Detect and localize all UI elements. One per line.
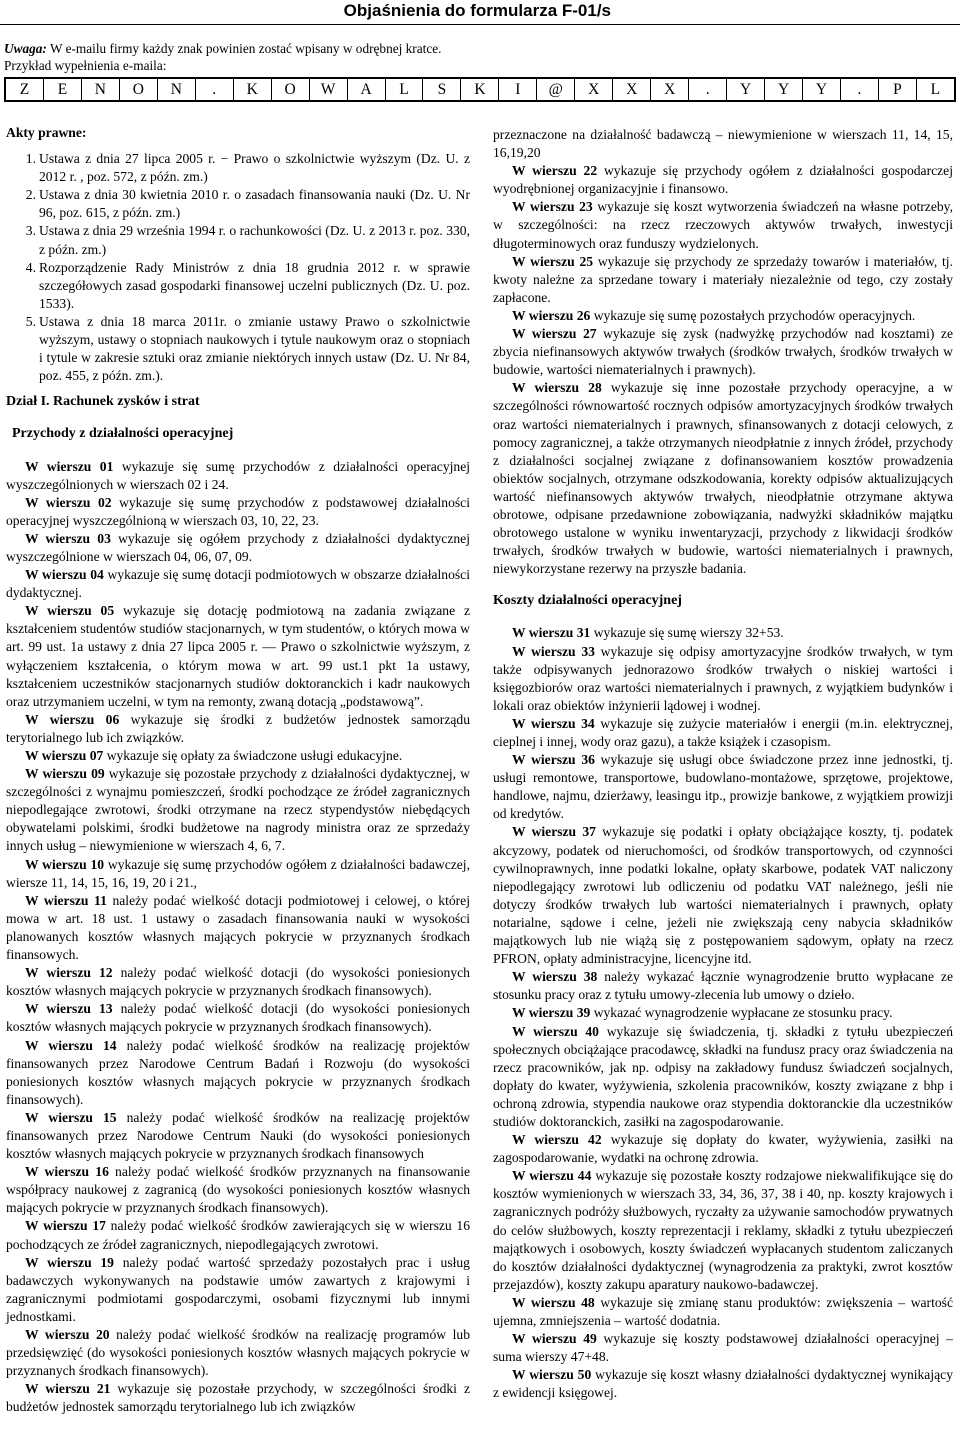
row-description: wykazuje się pozostałe przychody, w szczególności środki z budżetów jednostek samorządu terytorialnego lub ich związków: [6, 1381, 470, 1415]
row-description: wykazuje się sumę dotacji podmiotowych w obszarze działalności dydaktycznej.: [6, 567, 470, 601]
right-column: [493, 126, 953, 1402]
row-explanation: [493, 379, 953, 578]
legal-act-text: Ustawa z dnia 18 marca 2011r. o zmianie ustawy Prawo o szkolnictwie wyższym, ustawy o stopniach naukowych i tytule naukowym oraz o stopniach i tytule w zakresie sztuki oraz zmianie niektórych innych ustaw (Dz. U. Nr 84, poz. 455, z późn. zm.).: [39, 313, 470, 384]
row-description: wykazuje się usługi obce świadczone przez inne jednostki, tj. usługi remontowe, transportowe, budowlano-montażowe, sprzętowe, projektowe, handlowe, najmu, dzierżawy, leasingu itp., prowizje bankowe, z wyjątkiem prowizji od kredytów.: [493, 752, 953, 822]
email-char-cell: X: [613, 79, 650, 100]
row-description: należy podać wielkość dotacji (do wysokości poniesionych kosztów własnych mających pokrycie w przyznanych środkach finansowych).: [6, 965, 470, 999]
row-description: należy podać wartość sprzedaży pozostałych prac i usług badawczych wykonywanych na podstawie umów zawartych z krajowymi i zagranicznymi podmiotami gospodarczymi, osobami fizycznymi lub innymi jednostkami.: [6, 1254, 470, 1324]
row-description: należy podać wielkość dotacji podmiotowej i celowej, o której mowa w art. 18 ust. 1 ustawy o zasadach finansowania nauki w wysokości planowanych kosztów własnych mających pokrycie w przyznanych środkach finansowych.: [6, 892, 470, 963]
row-explanation: [493, 1004, 953, 1022]
email-char-cell: S: [423, 79, 460, 100]
row-description: wykazuje się przychody ze sprzedaży towarów i materiałów, tj. kwoty należne za sprzedane towary i materiały niezależnie od tego, czy zostały zapłacone.: [493, 253, 953, 305]
row-reference: W wierszu 10: [25, 856, 105, 872]
email-example-label: Przykład wypełnienia e-maila:: [4, 58, 167, 73]
row-explanation: [493, 162, 953, 198]
row-reference: W wierszu 11: [25, 892, 107, 908]
row-reference: W wierszu 40: [512, 1023, 599, 1039]
row-reference: W wierszu 34: [512, 715, 595, 731]
email-char-cell: Y: [803, 79, 840, 100]
row-explanation: [493, 1330, 953, 1366]
email-char-cell: .: [196, 79, 233, 100]
row-reference: W wierszu 25: [512, 253, 594, 269]
email-char-cell: N: [158, 79, 195, 100]
email-char-cell: E: [44, 79, 81, 100]
row-reference: W wierszu 50: [512, 1367, 592, 1383]
row-description: wykazuje się przychody ogółem z działalności gospodarczej wyodrębnionej organizacyjnie i finansowo.: [493, 163, 953, 197]
legal-act-item: [6, 222, 470, 258]
title-rule: [0, 24, 960, 25]
legal-act-item: [6, 186, 470, 222]
row-explanation: [493, 253, 953, 307]
email-char-cell: X: [651, 79, 688, 100]
row-reference: W wierszu 38: [512, 969, 598, 985]
row-description: należy wykazać łącznie wynagrodzenie brutto wypłacane ze stosunku pracy oraz z tytułu umowy-zlecenia lub umowy o dzieło.: [493, 969, 953, 1003]
email-char-cell: N: [82, 79, 119, 100]
row-reference: W wierszu 12: [25, 965, 113, 981]
legal-act-item: [6, 150, 470, 186]
legal-act-text: Rozporządzenie Rady Ministrów z dnia 18 grudnia 2012 r. w sprawie szczegółowych zasad gospodarki finansowej uczelni publicznych (Dz. U. poz. 1533).: [39, 259, 470, 311]
legal-act-item: [6, 313, 470, 385]
row-explanation: [6, 856, 470, 892]
row-explanation: [6, 747, 470, 765]
row-description: wykazuje się pozostałe przychody z działalności dydaktycznej, w szczególności z wynajmu pomieszczeń, środki pochodzące ze źródeł zagranicznych niepodlegające zwrotowi, środki otrzymane na rzecz stypendystów niebędących obywatelami polskimi, środki budżetowe na nagrody ministra oraz ze sprzedaży innych usług – niewymienione w wierszach 4, 6, 7.: [6, 766, 470, 854]
row-explanation: [6, 530, 470, 566]
email-char-cell: A: [348, 79, 385, 100]
row-reference: W wierszu 01: [25, 458, 114, 474]
left-paragraphs: [6, 458, 470, 1417]
row-explanation: [493, 1131, 953, 1167]
legal-heading: Akty prawne:: [6, 125, 87, 140]
row-description: wykazuje się świadczenia, tj. składki z tytułu ubezpieczeń społecznych obciążające pracodawcę, składki na fundusz pracy oraz świadczenia na rzecz pracowników, jak np. odpisy na zakładowy fundusz świadczeń socjalnych, dopłaty do kwater, wyżywienia, szkolenia pracowników, koszty związane z bhp i ochroną zdrowia, stypendia naukowe oraz stypendia doktoranckie dla uczestników studiów doktoranckich, zasiłki na zagospodarowanie.: [493, 1023, 953, 1129]
email-example-grid: [4, 77, 956, 102]
row-explanation: [493, 968, 953, 1004]
row-reference: W wierszu 27: [512, 326, 597, 342]
row-reference: W wierszu 36: [512, 752, 595, 768]
row-description: wykazać wynagrodzenie wypłacane ze stosunku pracy.: [590, 1005, 893, 1021]
right-paragraphs-b: [493, 624, 953, 1402]
row-reference: W wierszu 31: [512, 625, 591, 641]
section-heading: Dział I. Rachunek zysków i strat: [6, 394, 200, 410]
row-explanation: [6, 458, 470, 494]
row-explanation: [6, 1254, 470, 1326]
row-explanation: [6, 765, 470, 855]
row-reference: W wierszu 14: [25, 1037, 117, 1053]
row-description: wykazuje się inne pozostałe przychody operacyjne, a w szczególności równowartość rocznych odpisów amortyzacyjnych środków trwałych oraz wartości niematerialnych i prawnych, sfinansowanych z dotacji celowych, z pomocy zagranicznej, a także otrzymanych nieodpłatnie z innych źródeł, przychody z działalności socjalnej związane z dofinansowaniem kosztów prowadzenia obiektów socjalnych, otrzymane odszkodowania, korekty odpisów aktualizujących wartość niefinansowych aktywów trwałych, nieodpłatnie otrzymane aktywa obrotowe, odpisane przedawnione zobowiązania, nadwyżki składników majątku obrotowego ustalone w wyniku inwentaryzacji, przychody z likwidacji środków trwałych, środków trwałych w budowie, wartości niematerialnych i prawnych, niewykorzystane rezerwy na przyszłe badania.: [493, 380, 953, 577]
row-explanation: [493, 1023, 953, 1132]
legal-act-text: Ustawa z dnia 29 września 1994 r. o rachunkowości (Dz. U. z 2013 r. poz. 330, z późn. zm.): [39, 223, 470, 257]
row-explanation: [6, 1037, 470, 1109]
row-description: wykazuje się sumę przychodów z działalności operacyjnej wyszczególnionych w wierszach 02 i 24.: [6, 458, 471, 492]
email-char-cell: L: [386, 79, 423, 100]
legal-acts-list: [6, 150, 470, 385]
row-explanation: [493, 643, 953, 715]
row-explanation: [493, 1366, 953, 1402]
row-reference: W wierszu 37: [512, 824, 596, 840]
row-description: wykazuje się sumę pozostałych przychodów operacyjnych.: [590, 307, 916, 323]
row-description: wykazuje się sumę przychodów z podstawowej działalności operacyjnej wyszczególnioną w wierszach 03, 10, 22, 23.: [6, 494, 470, 528]
revenue-subheading: Przychody z działalności operacyjnej: [12, 426, 234, 442]
legal-act-number: 3.: [25, 223, 36, 239]
row-reference: W wierszu 15: [25, 1109, 117, 1125]
row-reference: W wierszu 04: [25, 567, 104, 583]
costs-heading: Koszty działalności operacyjnej: [493, 593, 682, 609]
row-reference: W wierszu 22: [512, 163, 598, 179]
row-description: wykazuje się odpisy amortyzacyjne środków trwałych, w tym także odpisywanych jednorazowo środków trwałych o niskiej wartości i księgozbiorów oraz wartości niematerialnych i prawnych, z wyjątkiem budynków i lokali oraz obiektów inżynierii lądowej i wodnej.: [493, 643, 953, 713]
warning-label: Uwaga:: [4, 41, 47, 56]
row-explanation: [6, 602, 470, 711]
warning-text: W e-mailu firmy każdy znak powinien zostać wpisany w odrębnej kratce.: [46, 41, 442, 56]
email-char-cell: .: [689, 79, 726, 100]
row-description: wykazuje się środki z budżetów jednostek samorządu terytorialnego lub ich związków.: [6, 711, 470, 745]
row-description: wykazuje się podatki i opłaty obciążające koszty, tj. podatek akcyzowy, podatek od nieruchomości, od środków transportowych, od czynności cywilnoprawnych, inne podatki lokalne, opłaty skarbowe, podatek VAT naliczony niepodlegający zwrotowi lub odliczeniu od podatku VAT należnego, jeśli nie dotyczy środków trwałych lub wartości niematerialnych i prawnych, opłaty notarialne, sądowe i celne, jeżeli nie zwiększają ceny nabycia składników majątkowych lub nie wiążą się z postępowaniem sądowym, opłaty na rzecz PFRON, opłaty administracyjne, licencyjne itd.: [493, 824, 953, 967]
email-char-cell: X: [575, 79, 612, 100]
row-description: wykazuje się zużycie materiałów i energii (m.in. elektrycznej, cieplnej i innej, wody oraz gazu), a także książek i czasopism.: [493, 715, 953, 749]
row-reference: W wierszu 23: [512, 199, 593, 215]
row-explanation: [493, 823, 953, 968]
continued-text: przeznaczone na działalność badawczą – niewymienione w wierszach 11, 14, 15, 16,19,20: [493, 127, 953, 161]
email-char-cell: K: [234, 79, 271, 100]
email-char-cell: @: [537, 79, 574, 100]
row-description: wykazuje się ogółem przychody z działalności dydaktycznej wyszczególnione w wierszach 04, 06, 07, 09.: [6, 530, 470, 564]
left-column: [6, 124, 470, 1416]
legal-act-item: [6, 259, 470, 313]
email-char-cell: L: [917, 79, 954, 100]
row-description: należy podać wielkość środków na realizację projektów finansowanych przez Narodowe Centrum Nauki (do wysokości poniesionych kosztów własnych mających pokrycie w przyznanych środkach finansowych: [6, 1109, 470, 1162]
row-explanation: [6, 1163, 470, 1217]
row-description: wykazuje się koszt wytworzenia świadczeń na własne potrzeby, w szczególności: na rzecz rzeczowych aktywów trwałych, inwestycji długoterminowych oraz funduszy wydzielonych.: [493, 199, 953, 251]
legal-act-text: Ustawa z dnia 27 lipca 2005 r. − Prawo o szkolnictwie wyższym (Dz. U. z 2012 r. , poz. 572, z późn. zm.): [39, 151, 470, 185]
row-description: należy podać wielkość środków zawierających się w wierszu 16 pochodzących ze źródeł zagranicznych, niepodlegających zwrotowi.: [6, 1218, 470, 1252]
row-reference: W wierszu 09: [25, 766, 105, 782]
row-reference: W wierszu 42: [512, 1132, 602, 1148]
email-char-cell: P: [879, 79, 916, 100]
legal-act-number: 4.: [25, 259, 36, 275]
email-char-cell: O: [272, 79, 309, 100]
row-reference: W wierszu 21: [25, 1381, 111, 1397]
row-reference: W wierszu 39: [512, 1005, 591, 1021]
row-reference: W wierszu 02: [25, 494, 112, 510]
row-explanation: [6, 711, 470, 747]
row-description: wykazuje się sumę wierszy 32+53.: [590, 625, 784, 641]
row-explanation: [493, 624, 953, 642]
email-char-cell: K: [461, 79, 498, 100]
email-char-cell: Z: [6, 79, 43, 100]
row-description: wykazuje się koszty podstawowej działalności operacyjnej – suma wierszy 47+48.: [493, 1331, 953, 1365]
row-explanation: [6, 1000, 470, 1036]
row-description: wykazuje się zysk (nadwyżkę przychodów nad kosztami) ze zbycia niefinansowych aktywów trwałych (środków trwałych, środków trwałych w budowie, wartości niematerialnych i prawnych).: [493, 326, 953, 378]
row-reference: W wierszu 28: [512, 380, 602, 396]
right-paragraphs-a: [493, 162, 953, 578]
row-explanation: [493, 715, 953, 751]
row-explanation: [6, 892, 470, 964]
row-explanation: [6, 964, 470, 1000]
row-explanation: [6, 1380, 470, 1416]
email-char-cell: .: [841, 79, 878, 100]
row-reference: W wierszu 48: [512, 1294, 595, 1310]
row-explanation: [493, 307, 953, 325]
row-explanation: [493, 751, 953, 823]
row-reference: W wierszu 33: [512, 643, 595, 659]
row-explanation: [493, 1167, 953, 1294]
legal-act-text: Ustawa z dnia 30 kwietnia 2010 r. o zasadach finansowania nauki (Dz. U. Nr 96, poz. 615, z późn. zm.): [39, 187, 470, 221]
row-description: wykazuje się dotację podmiotową na zadania związane z kształceniem studentów studiów stacjonarnych, w tym studentów, o których mowa w art. 99 ust. 1a ustawy z dnia 27 lipca 2005 r. — Prawo o szkolnictwie wyższym, z wyłączeniem kształcenia, o którym mowa w art. 99 ust.1 pkt 1a ustawy, kształceniem uczestników stacjonarnych studiów doktoranckich i kadr naukowych oraz utrzymaniem uczelni, w tym na remonty, zwaną dotacją „podstawową”.: [6, 603, 470, 709]
email-char-cell: W: [310, 79, 347, 100]
email-char-cell: Y: [727, 79, 764, 100]
row-explanation: [6, 1326, 470, 1380]
row-reference: W wierszu 44: [512, 1168, 592, 1184]
warning-note: [4, 40, 954, 74]
row-reference: W wierszu 16: [25, 1164, 109, 1180]
row-reference: W wierszu 49: [512, 1331, 597, 1347]
row-explanation: [6, 1217, 470, 1253]
row-description: wykazuje się koszt własny działalności dydaktycznej wynikający z ewidencji księgowej.: [493, 1367, 953, 1401]
row-reference: W wierszu 06: [25, 711, 120, 727]
legal-act-number: 1.: [25, 151, 36, 167]
row-description: należy podać wielkość środków na realizację programów lub przedsięwzięć (do wysokości poniesionych kosztów własnych mających pokrycie w przyznanych środkach finansowych).: [6, 1327, 470, 1379]
row-explanation: [6, 494, 470, 530]
row-reference: W wierszu 20: [25, 1327, 110, 1342]
row-reference: W wierszu 03: [25, 530, 111, 546]
row-description: należy podać wielkość dotacji (do wysokości poniesionych kosztów własnych mających pokrycie w przyznanych środkach finansowych).: [6, 1001, 470, 1035]
row-explanation: [493, 1294, 953, 1330]
row-reference: W wierszu 19: [25, 1254, 114, 1270]
row-explanation: [493, 198, 953, 252]
row-reference: W wierszu 17: [25, 1218, 106, 1234]
row-explanation: [6, 566, 470, 602]
legal-act-number: 5.: [25, 313, 36, 329]
row-description: wykazuje się sumę przychodów ogółem z działalności badawczej, wiersze 11, 14, 15, 16, 19, 20 i 21.,: [6, 856, 470, 890]
row-reference: W wierszu 07: [25, 748, 104, 763]
row-explanation: [493, 325, 953, 379]
page-title: Objaśnienia do formularza F-01/s: [343, 1, 611, 20]
row-explanation: [6, 1109, 470, 1163]
email-char-cell: O: [120, 79, 157, 100]
row-description: wykazuje się opłaty za świadczone usługi edukacyjne.: [103, 748, 403, 763]
email-char-cell: Y: [765, 79, 802, 100]
row-description: wykazuje się dopłaty do kwater, wyżywienia, zasiłki na zagospodarowanie, wydatki na ochronę zdrowia.: [493, 1132, 953, 1166]
email-char-cell: I: [499, 79, 536, 100]
row-description: należy podać wielkość środków przyznanych na finansowanie współpracy naukowej z zagranicą (do wysokości poniesionych kosztów własnych mających pokrycie w przyznanych środkach finansowych).: [6, 1164, 471, 1216]
row-description: wykazuje się pozostałe koszty rodzajowe niekwalifikujące się do kosztów wymienionych w wierszach 33, 34, 36, 37, 38 i 40, np. koszty krajowych i zagranicznych podróży służbowych, ryczałty za używanie samochodów prywatnych do celów służbowych, koszty reprezentacji i reklamy, składki z tytułu ubezpieczeń majątkowych i osobowych, koszty świadczeń wypłacanych studentom zaliczanych do kosztów działalności dydaktycznej (wynagrodzenia za praktyki, zwrot kosztów przejazdów), koszty zakupu aparatury naukowo-badawczej.: [493, 1168, 953, 1292]
row-reference: W wierszu 26: [512, 307, 591, 323]
row-reference: W wierszu 13: [25, 1001, 113, 1017]
legal-act-number: 2.: [25, 187, 36, 203]
row-description: wykazuje się zmianę stanu produktów: zwiększenia – wartość ujemna, zmniejszenia – wartość dodatnia.: [493, 1294, 953, 1328]
row-description: należy podać wielkość środków na realizację projektów finansowanych przez Narodowe Centrum Badań i Rozwoju (do wysokości poniesionych kosztów własnych mających pokrycie w przyznanych środkach finansowych).: [6, 1037, 470, 1107]
row-reference: W wierszu 05: [25, 603, 115, 619]
